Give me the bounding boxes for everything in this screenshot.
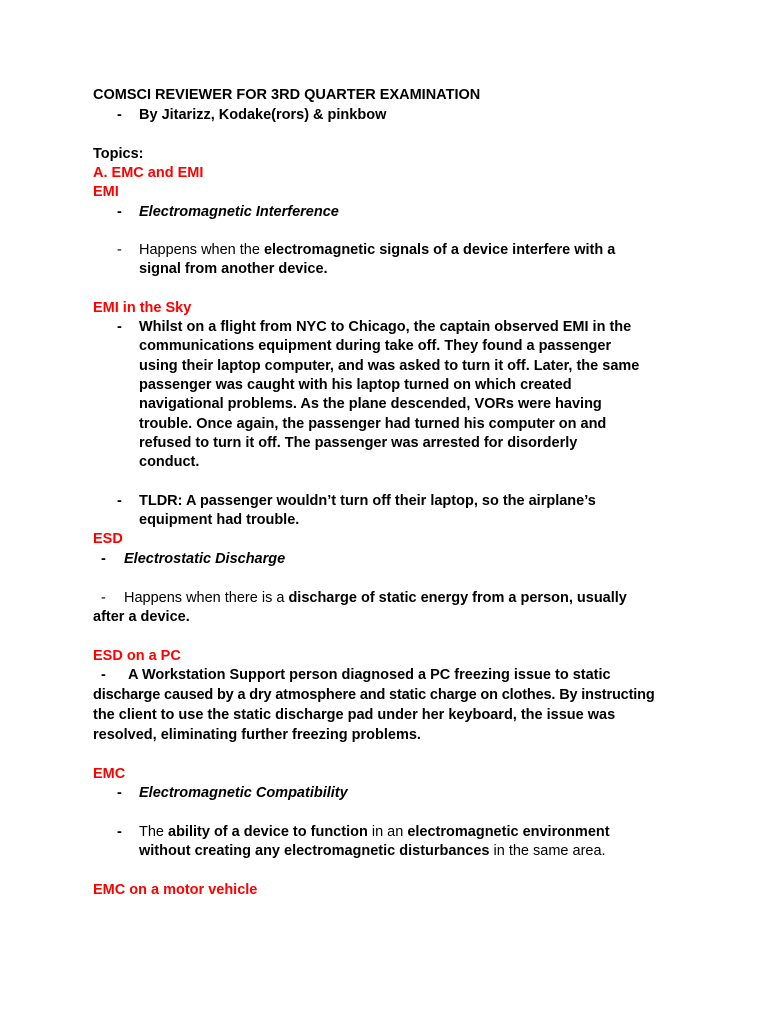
esd-def-lead: Happens when there is a: [124, 590, 289, 606]
esd-term: Electrostatic Discharge: [124, 551, 286, 567]
emi-term-bullet: -: [117, 204, 122, 220]
topics-label: Topics:: [93, 146, 144, 162]
tldr-bullet: -: [117, 493, 122, 509]
emc-heading: EMC: [93, 766, 126, 782]
emc-def-bold: without creating any electromagnetic disturbances: [139, 843, 490, 859]
emi-sky-line: conduct.: [139, 454, 200, 470]
emi-sky-line: passenger was caught with his laptop turned on which created: [139, 377, 572, 393]
emc-def-bold: electromagnetic environment: [407, 824, 610, 840]
emc-def-bullet: -: [117, 824, 122, 840]
emi-heading: EMI: [93, 184, 119, 200]
emi-sky-bullet: -: [117, 319, 122, 335]
emi-definition-line-1: [139, 241, 615, 260]
esd-pc-line: A Workstation Support person diagnosed a PC freezing issue to static: [128, 667, 611, 683]
emc-def-text: The: [139, 824, 169, 840]
esd-definition-line-1: [124, 589, 627, 608]
emc-vehicle-heading: EMC on a motor vehicle: [93, 882, 258, 898]
emi-sky-line: using their laptop computer, and was asked to turn it off. Later, the same: [139, 358, 640, 374]
authors-line: By Jitarizz, Kodake(rors) & pinkbow: [139, 107, 387, 123]
emi-def-bullet: -: [117, 242, 122, 258]
document-title: COMSCI REVIEWER FOR 3RD QUARTER EXAMINATION: [93, 87, 481, 103]
esd-definition-line-2: after a device.: [93, 609, 190, 625]
esd-pc-line: resolved, eliminating further freezing problems.: [93, 727, 421, 743]
emc-definition-line-2: [139, 842, 606, 861]
emi-sky-line: navigational problems. As the plane descended, VORs were having: [139, 396, 602, 412]
section-a-heading: A. EMC and EMI: [93, 165, 204, 181]
emc-def-text: in the same area.: [489, 843, 606, 859]
emi-def-lead: Happens when the: [139, 242, 264, 258]
esd-term-bullet: -: [101, 551, 106, 567]
esd-def-bold: discharge of static energy from a person, usually: [288, 590, 627, 606]
emc-term-bullet: -: [117, 785, 122, 801]
emi-definition-line-2: signal from another device.: [139, 261, 328, 277]
emi-sky-heading: EMI in the Sky: [93, 300, 192, 316]
tldr-line: equipment had trouble.: [139, 512, 300, 528]
esd-pc-heading: ESD on a PC: [93, 648, 181, 664]
esd-def-bullet: -: [101, 590, 106, 606]
emi-sky-line: communications equipment during take off. They found a passenger: [139, 338, 612, 354]
emc-definition-line-1: [139, 823, 610, 842]
tldr-line: TLDR: A passenger wouldn’t turn off their laptop, so the airplane’s: [139, 493, 596, 509]
emc-def-text: in an: [367, 824, 408, 840]
emi-sky-line: refused to turn it off. The passenger was arrested for disorderly: [139, 435, 578, 451]
emc-def-bold: ability of a device to function: [168, 824, 368, 840]
esd-pc-line: discharge caused by a dry atmosphere and static charge on clothes. By instructing: [93, 687, 655, 703]
emi-term: Electromagnetic Interference: [139, 204, 339, 220]
authors-bullet: -: [117, 107, 122, 123]
emc-term: Electromagnetic Compatibility: [139, 785, 348, 801]
esd-pc-line: the client to use the static discharge pad under her keyboard, the issue was: [93, 707, 616, 723]
esd-heading: ESD: [93, 531, 123, 547]
emi-def-bold: electromagnetic signals of a device interfere with a: [263, 242, 616, 258]
emi-sky-line: Whilst on a flight from NYC to Chicago, the captain observed EMI in the: [139, 319, 632, 335]
emi-sky-line: trouble. Once again, the passenger had turned his computer on and: [139, 416, 607, 432]
esd-pc-bullet: -: [101, 667, 106, 683]
